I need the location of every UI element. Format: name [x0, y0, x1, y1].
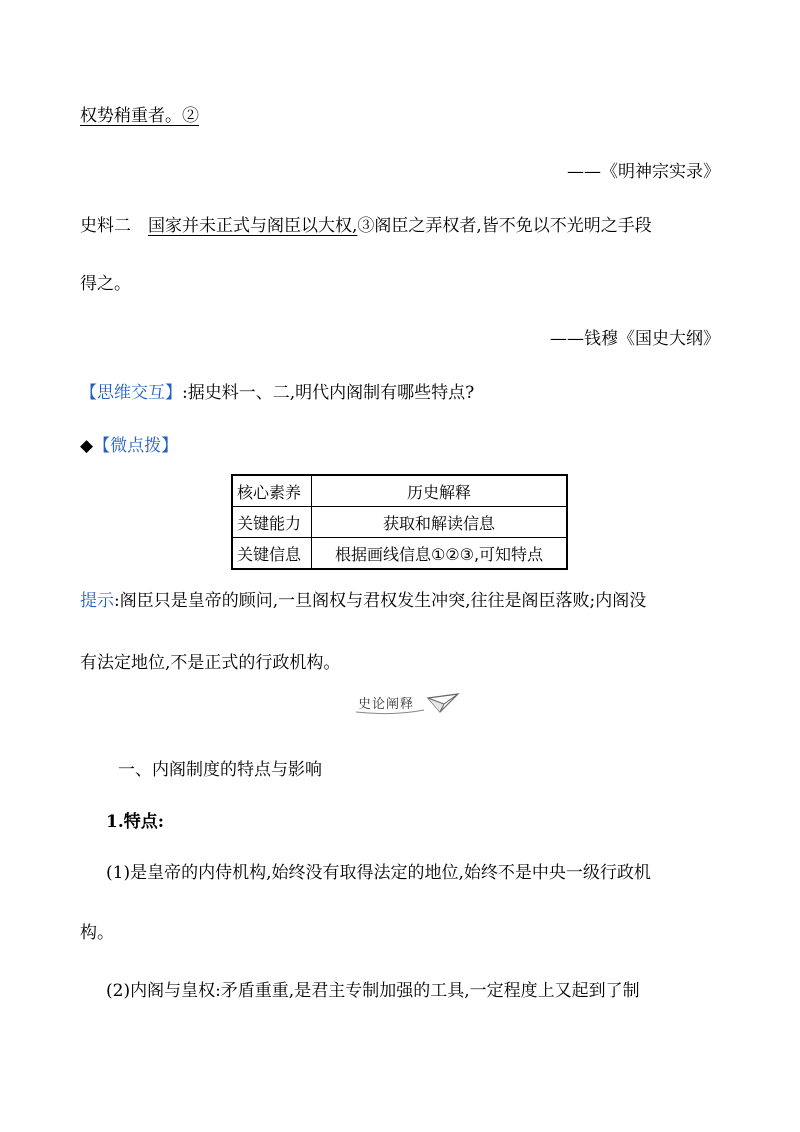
- material-two: [80, 215, 652, 237]
- item1-line2: 构。: [80, 923, 114, 943]
- hint-label: 提示: [80, 591, 114, 611]
- thinking-tag: 【思维交互】: [80, 383, 182, 403]
- diamond-icon: ◆: [80, 436, 94, 456]
- tip-tag: 【微点拨】: [93, 436, 179, 456]
- source-guoshi-dagang: ——钱穆《国史大纲》: [550, 329, 720, 349]
- source-ming-shenzong-shilu: ——《明神宗实录》: [567, 162, 720, 182]
- key-points-table: [231, 474, 568, 570]
- material-two-underlined: 国家并未正式与阁臣以大权,: [148, 216, 358, 236]
- material-two-rest: ③阁臣之弄权者,皆不免以不光明之手段: [357, 216, 652, 236]
- table-value: 根据画线信息①②③,可知特点: [312, 538, 568, 570]
- hint-line1: :阁臣只是皇帝的顾问,一旦阁权与君权发生冲突,往往是阁臣落败;内阁没: [114, 591, 647, 611]
- subheading-features: 1.特点:: [106, 812, 165, 832]
- table-key: 关键信息: [232, 538, 312, 570]
- thinking-question: [80, 382, 474, 404]
- hint-line2: 有法定地位,不是正式的行政机构。: [80, 653, 341, 673]
- table-key: 关键能力: [232, 507, 312, 538]
- table-row: [232, 475, 567, 507]
- para1-tail: 权势稍重者。②: [80, 106, 199, 126]
- hint-paragraph: [80, 590, 646, 612]
- badge-text: 史论阐释: [358, 697, 415, 712]
- material-two-label: 史料二: [80, 216, 131, 236]
- table-value: 获取和解读信息: [312, 507, 568, 538]
- table-value: 历史解释: [312, 475, 568, 507]
- table-row: [232, 538, 567, 570]
- material-two-line2: 得之。: [80, 274, 131, 294]
- section-badge: [354, 690, 462, 716]
- table-key: 核心素养: [232, 475, 312, 507]
- item1-line1: (1)是皇帝的内侍机构,始终没有取得法定的地位,始终不是中央一级行政机: [106, 863, 651, 883]
- table-row: [232, 507, 567, 538]
- tip-heading: [80, 435, 178, 457]
- item2-line1: (2)内阁与皇权:矛盾重重,是君主专制加强的工具,一定程度上又起到了制: [106, 981, 640, 1001]
- thinking-text: :据史料一、二,明代内阁制有哪些特点?: [182, 383, 475, 403]
- section-heading: 一、内阁制度的特点与影响: [118, 760, 322, 780]
